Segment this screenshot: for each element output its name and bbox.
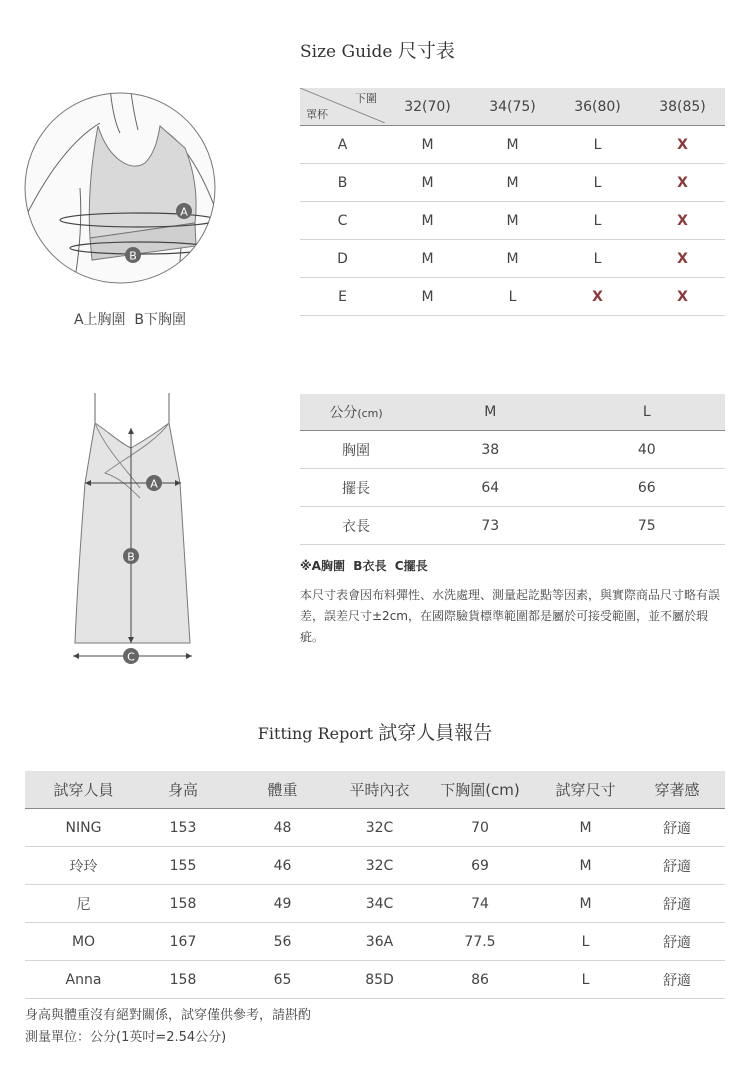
- size-guide-row: [300, 202, 725, 240]
- fitting-cell: 56: [224, 923, 341, 961]
- size-cell: X: [640, 278, 725, 316]
- fitting-col-header: 穿著感: [629, 771, 725, 809]
- fitting-cell: Anna: [25, 961, 142, 999]
- measure-value: 73: [412, 507, 569, 545]
- size-guide-title: [300, 36, 455, 63]
- cup-cell: D: [300, 240, 385, 278]
- fitting-cell: M: [542, 885, 629, 923]
- fitting-cell: 尼: [25, 885, 142, 923]
- measure-col-header: M: [412, 394, 569, 431]
- fitting-cell: 46: [224, 847, 341, 885]
- measure-table: [300, 394, 725, 545]
- fitting-cell: 86: [418, 961, 542, 999]
- fitting-report-table: [25, 771, 725, 999]
- fitting-cell: 158: [142, 885, 224, 923]
- size-cell: L: [555, 240, 640, 278]
- fitting-cell: 32C: [341, 809, 418, 847]
- size-guide-corner-cell: [300, 88, 385, 126]
- fitting-row: [25, 885, 725, 923]
- fitting-cell: 70: [418, 809, 542, 847]
- fitting-cell: 69: [418, 847, 542, 885]
- measure-row: [300, 507, 725, 545]
- fitting-cell: 玲玲: [25, 847, 142, 885]
- size-guide-table: [300, 88, 725, 316]
- size-cell: M: [385, 278, 470, 316]
- measure-col-header: L: [569, 394, 726, 431]
- size-cell: M: [470, 240, 555, 278]
- fitting-cell: 舒適: [629, 923, 725, 961]
- bra-marker-b: B: [129, 249, 137, 263]
- fitting-cell: 85D: [341, 961, 418, 999]
- measure-value: 64: [412, 469, 569, 507]
- fitting-col-header: 試穿尺寸: [542, 771, 629, 809]
- corner-bottom-label: 罩杯: [306, 108, 328, 121]
- fitting-col-header: 試穿人員: [25, 771, 142, 809]
- fitting-title-en: Fitting Report: [257, 724, 374, 743]
- fitting-cell: L: [542, 961, 629, 999]
- fitting-cell: 65: [224, 961, 341, 999]
- fitting-col-header: 體重: [224, 771, 341, 809]
- size-cell: M: [385, 164, 470, 202]
- fitting-cell: 153: [142, 809, 224, 847]
- size-cell: L: [555, 126, 640, 164]
- size-guide-col-header: 32(70): [385, 88, 470, 126]
- fitting-cell: 舒適: [629, 809, 725, 847]
- fitting-note-2: 測量單位：公分(1英吋=2.54公分): [25, 1030, 227, 1045]
- size-guide-row: [300, 240, 725, 278]
- fitting-row: [25, 961, 725, 999]
- fitting-cell: 舒適: [629, 885, 725, 923]
- fitting-cell: 36A: [341, 923, 418, 961]
- size-cell: M: [470, 164, 555, 202]
- fitting-cell: L: [542, 923, 629, 961]
- size-guide-row: [300, 164, 725, 202]
- size-cell: X: [640, 126, 725, 164]
- size-guide-col-header: 36(80): [555, 88, 640, 126]
- bra-marker-a: A: [180, 205, 188, 219]
- size-cell: M: [470, 126, 555, 164]
- size-guide-title-en: Size Guide: [300, 42, 393, 62]
- measure-legend: ※A胸圍 B衣長 C擺長: [300, 559, 428, 573]
- fitting-row: [25, 847, 725, 885]
- fitting-cell: NING: [25, 809, 142, 847]
- size-cell: M: [385, 126, 470, 164]
- measure-label: 胸圍: [300, 431, 412, 469]
- fitting-cell: 155: [142, 847, 224, 885]
- size-cell: M: [470, 202, 555, 240]
- measure-value: 75: [569, 507, 726, 545]
- size-cell: L: [555, 202, 640, 240]
- fitting-header-row: [25, 771, 725, 809]
- measure-value: 40: [569, 431, 726, 469]
- cup-cell: B: [300, 164, 385, 202]
- fitting-report-title: [0, 718, 750, 745]
- fitting-cell: 48: [224, 809, 341, 847]
- fitting-cell: M: [542, 847, 629, 885]
- fitting-cell: 舒適: [629, 847, 725, 885]
- size-guide-row: [300, 126, 725, 164]
- bra-diagram-caption: A上胸圍 B下胸圍: [73, 312, 187, 328]
- fitting-col-header: 身高: [142, 771, 224, 809]
- unit-label: 公分: [329, 405, 358, 421]
- dress-shape: [75, 423, 190, 643]
- size-guide-title-zh: 尺寸表: [397, 40, 455, 62]
- measure-row: [300, 431, 725, 469]
- measure-value: 66: [569, 469, 726, 507]
- fitting-row: [25, 809, 725, 847]
- fitting-col-header: 下胸圍(cm): [418, 771, 542, 809]
- fitting-cell: 49: [224, 885, 341, 923]
- measure-label: 擺長: [300, 469, 412, 507]
- fitting-cell: 舒適: [629, 961, 725, 999]
- corner-top-label: 下圍: [355, 92, 377, 105]
- cup-cell: A: [300, 126, 385, 164]
- fitting-note-1: 身高與體重沒有絕對關係，試穿僅供參考，請斟酌: [25, 1008, 312, 1023]
- measure-row: [300, 469, 725, 507]
- bra-diagram: [20, 78, 220, 303]
- fitting-cell: M: [542, 809, 629, 847]
- fitting-cell: 158: [142, 961, 224, 999]
- size-cell: X: [640, 164, 725, 202]
- fitting-cell: 74: [418, 885, 542, 923]
- size-guide-header-row: [300, 88, 725, 126]
- size-guide-col-header: 34(75): [470, 88, 555, 126]
- size-cell: L: [555, 164, 640, 202]
- measure-label: 衣長: [300, 507, 412, 545]
- cup-cell: E: [300, 278, 385, 316]
- unit-header: [300, 394, 412, 431]
- dress-diagram: [65, 388, 200, 668]
- fitting-cell: 167: [142, 923, 224, 961]
- size-cell: M: [385, 240, 470, 278]
- size-guide-row: [300, 278, 725, 316]
- fitting-cell: 32C: [341, 847, 418, 885]
- size-cell: X: [640, 240, 725, 278]
- fitting-title-zh: 試穿人員報告: [378, 722, 493, 744]
- measure-disclaimer: 本尺寸表會因布料彈性、水洗處理、測量起訖點等因素，與實際商品尺寸略有誤差，誤差尺寸±2cm，在國際驗貨標準範圍都是屬於可接受範圍，並不屬於瑕疵。: [300, 588, 721, 644]
- measure-value: 38: [412, 431, 569, 469]
- unit-sub: (cm): [357, 407, 383, 420]
- dress-marker-c: C: [127, 650, 135, 664]
- size-cell: M: [385, 202, 470, 240]
- cup-cell: C: [300, 202, 385, 240]
- fitting-col-header: 平時內衣: [341, 771, 418, 809]
- fitting-cell: 34C: [341, 885, 418, 923]
- size-cell: L: [470, 278, 555, 316]
- fitting-cell: 77.5: [418, 923, 542, 961]
- dress-marker-a: A: [150, 477, 158, 491]
- dress-marker-b: B: [127, 550, 135, 564]
- size-guide-col-header: 38(85): [640, 88, 725, 126]
- fitting-cell: MO: [25, 923, 142, 961]
- fitting-row: [25, 923, 725, 961]
- size-cell: X: [555, 278, 640, 316]
- measure-header-row: [300, 394, 725, 431]
- size-cell: X: [640, 202, 725, 240]
